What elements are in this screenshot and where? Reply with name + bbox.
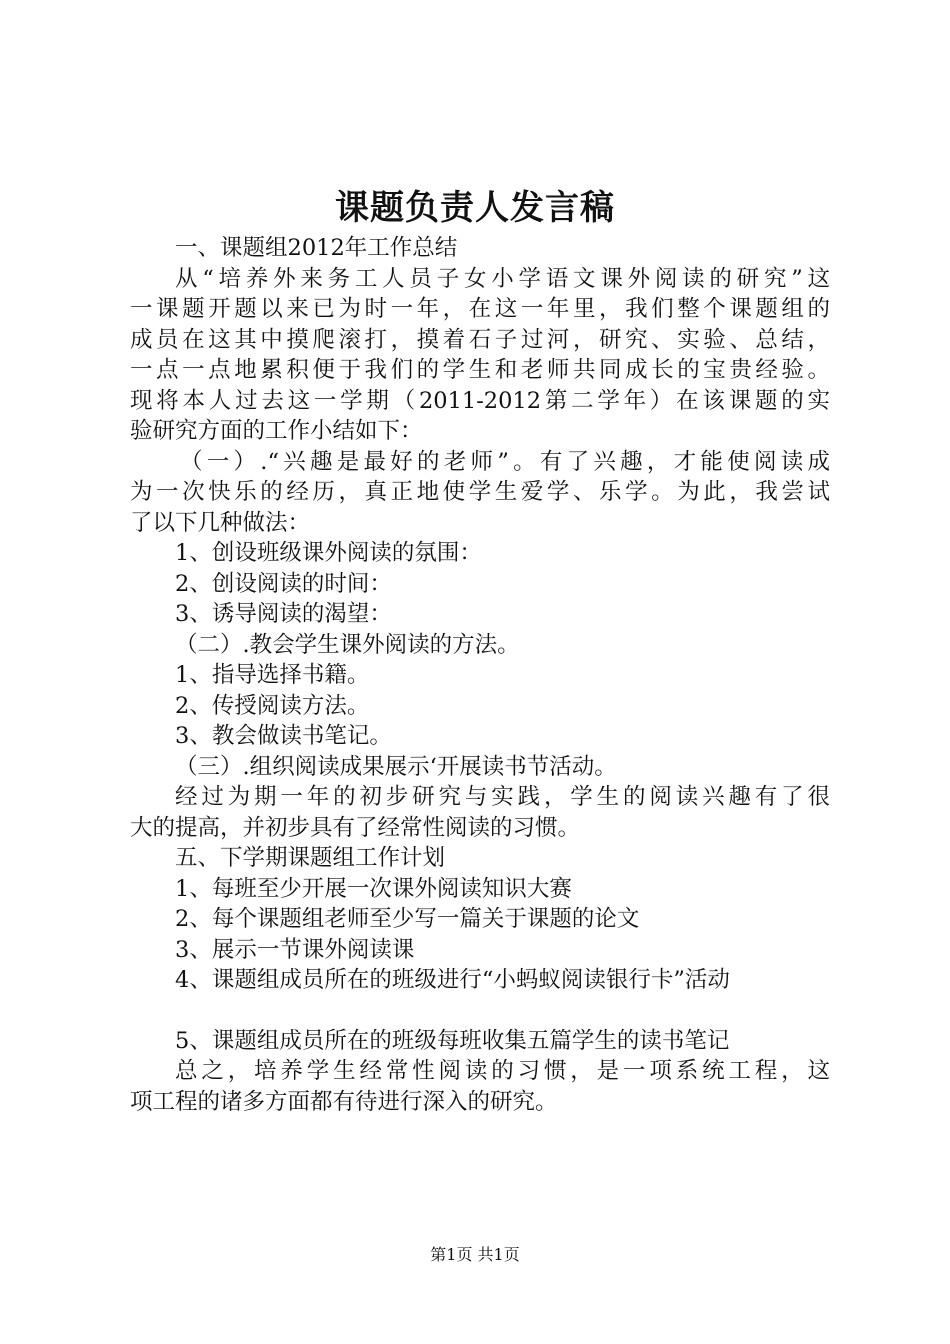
body-line: 一点一点地累积便于我们的学生和老师共同成长的宝贵经验。 <box>130 357 830 383</box>
body-line: 了以下几种做法： <box>130 509 311 536</box>
document-title: 课题负责人发言稿 <box>335 188 615 228</box>
body-line: 1、每班至少开展一次课外阅读知识大赛 <box>175 875 572 902</box>
body-line: 3、诱导阅读的渴望： <box>175 601 392 627</box>
body-line: 1、创设班级课外阅读的氛围： <box>175 540 482 566</box>
body-line: 5、课题组成员所在的班级每班收集五篇学生的读书笔记 <box>175 1027 730 1054</box>
body-line: 一、课题组2012年工作总结 <box>175 235 458 261</box>
body-line: 1、指导选择书籍。 <box>175 662 370 688</box>
body-line: 4、课题组成员所在的班级进行“小蚂蚁阅读银行卡”活动 <box>175 967 730 993</box>
body-line: 3、展示一节课外阅读课 <box>175 936 415 963</box>
body-line: 验研究方面的工作小结如下： <box>130 418 423 444</box>
body-line: 3、教会做读书笔记。 <box>175 723 392 749</box>
body-line: 五、下学期课题组工作计划 <box>175 845 446 871</box>
body-line: （二）.教会学生课外阅读的方法。 <box>175 631 520 658</box>
body-line: 2、每个课题组老师至少写一篇关于课题的论文 <box>175 906 640 932</box>
body-line: 一课题开题以来已为时一年，在这一年里，我们整个课题组的 <box>130 296 830 322</box>
body-line: 从“培养外来务工人员子女小学语文课外阅读的研究”这 <box>175 265 830 292</box>
body-line: 现将本人过去这一学期（2011-2012第二学年）在该课题的实 <box>130 387 830 414</box>
page-footer: 第1页 共1页 <box>430 1245 520 1264</box>
body-line: 2、创设阅读的时间： <box>175 570 392 597</box>
paragraph-gap <box>130 996 830 1026</box>
body-line: 经过为期一年的初步研究与实践，学生的阅读兴趣有了很 <box>175 784 830 810</box>
body-line: （三）.组织阅读成果展示‘开展读书节活动。 <box>175 753 617 780</box>
body-line: 2、传授阅读方法。 <box>175 692 370 719</box>
body-line: 总之，培养学生经常性阅读的习惯，是一项系统工程，这 <box>175 1058 830 1084</box>
body-line: 大的提高，并初步具有了经常性阅读的习惯。 <box>130 814 581 841</box>
body-line: （一）.“兴趣是最好的老师”。有了兴趣，才能使阅读成 <box>180 448 830 475</box>
document-body <box>130 233 830 1117</box>
body-line: 项工程的诸多方面都有待进行深入的研究。 <box>130 1088 558 1115</box>
body-line: 为一次快乐的经历，真正地使学生爱学、乐学。为此，我尝试 <box>130 479 830 505</box>
body-line: 成员在这其中摸爬滚打，摸着石子过河，研究、实验、总结， <box>130 326 830 353</box>
